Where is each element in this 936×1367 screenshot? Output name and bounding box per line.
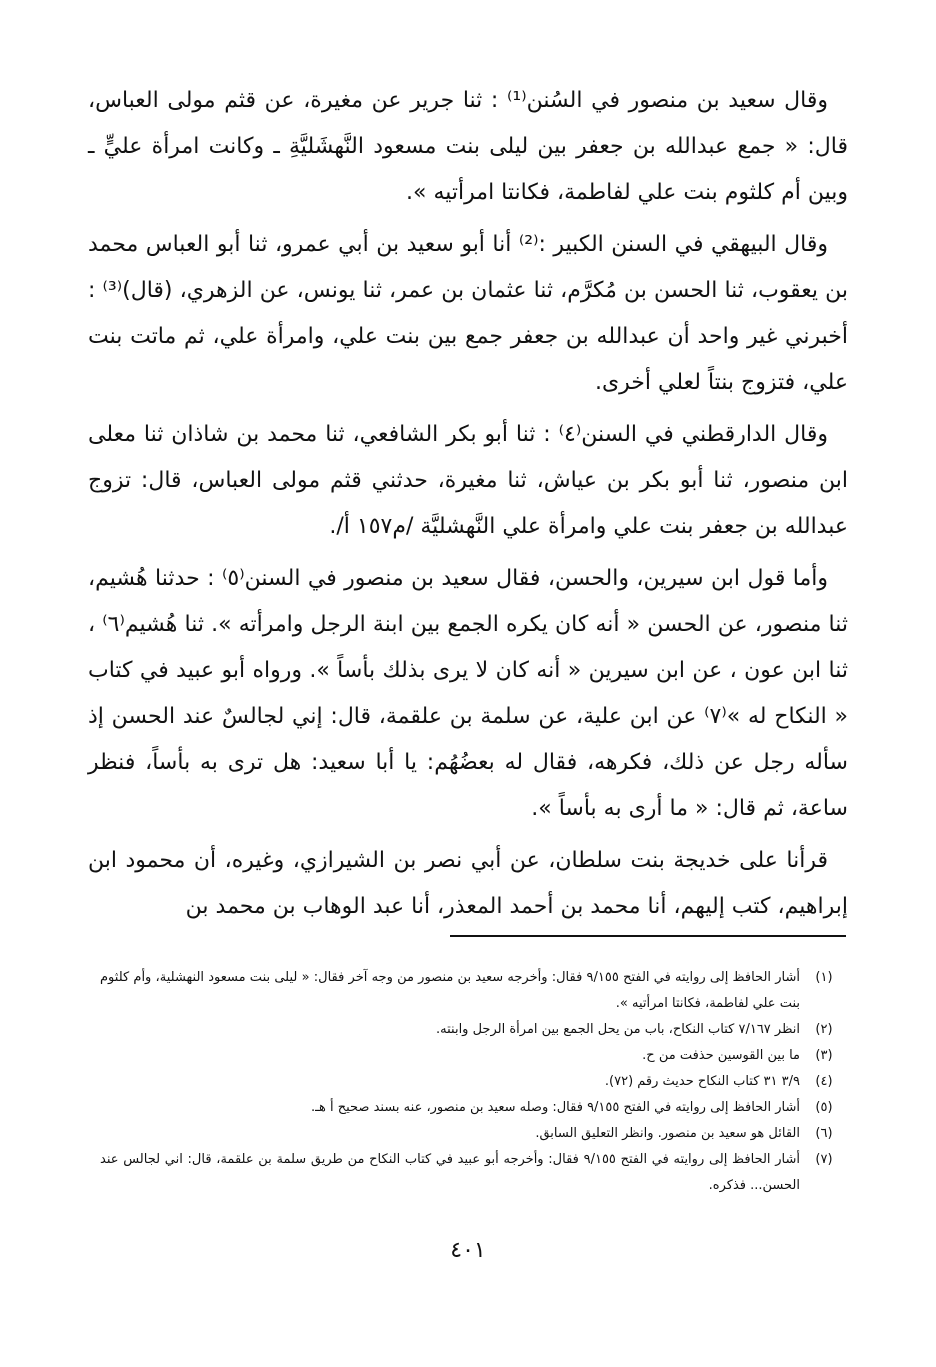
footnote-number: (٥) [815,1100,833,1115]
paragraph-2: وقال البيهقي في السنن الكبير :⁽²⁾ أنا أبو سعيد بن أبي عمرو، ثنا أبو العباس محمد بن يعقوب، ثنا الحسن بن مُكرَّم، ثنا عثمان بن عمر، ثنا يونس، عن الزهري، (قال)⁽³⁾ : أخبرني غير واحد أن عبدالله بن جعفر جمع بين بنت علي، وامرأة علي، ثم ماتت بنت علي، فتزوج بنتاً لعلي أخرى. [88,232,848,395]
main-text [88,78,848,936]
paragraph-5: قرأنا على خديجة بنت سلطان، عن أبي نصر بن الشيرازي، وغيره، أن محمود ابن إبراهيم، كتب إليهم، أنا محمد بن أحمد المعذر، أنا عبد الوهاب بن محمد بن [88,848,848,919]
footnote-text: أشار الحافظ إلى روايته في الفتح ٩/١٥٥ فقال: وصله سعيد بن منصور، عنه بسند صحيح أ هـ. [311,1100,800,1115]
footnote-2 [100,1017,848,1043]
footnote-7 [100,1147,848,1199]
paragraph-3: وقال الدارقطني في السنن⁽٤⁾ : ثنا أبو بكر الشافعي، ثنا محمد بن شاذان ثنا معلى ابن منصور، ثنا أبو بكر بن عياش، ثنا مغيرة، حدثني قثم مولى العباس، قال: تزوج عبدالله بن جعفر بنت علي وامرأة علي النَّهشليَّة /م١٥٧ أ/. [88,422,848,539]
footnote-number: (٣) [815,1048,833,1063]
footnote-6 [100,1121,848,1147]
paragraph-1: وقال سعيد بن منصور في السُنن⁽¹⁾ : ثنا جرير عن مغيرة، عن قثم مولى العباس، قال: « جمع عبدالله بن جعفر بين ليلى بنت مسعود النَّهشَليَّةِ ـ وكانت امرأة عليٍّ ـ وبين أم كلثوم بنت علي لفاطمة، فكانتا امرأتيه ». [88,88,848,205]
footnote-3 [100,1043,848,1069]
page-number: ٤٠١ [450,1238,486,1263]
footnote-text: انظر ٧/١٦٧ كتاب النكاح، باب من يحل الجمع بين امرأة الرجل وابنته. [436,1022,800,1037]
footnote-1 [100,965,848,1017]
footnote-text: أشار الحافظ إلى روايته في الفتح ٩/١٥٥ فقال: وأخرجه أبو عبيد في كتاب النكاح من طريق سلمة بن علقمة، قال: اني لجالس عند الحسن... فذكره. [100,1152,800,1193]
footnote-divider [450,935,846,937]
footnote-number: (١) [815,970,833,985]
footnote-text: أشار الحافظ إلى روايته في الفتح ٩/١٥٥ فقال: وأخرجه سعيد بن منصور من وجه آخر فقال: « ليلى بنت مسعود النهشلية، وأم كلثوم بنت علي لفاطمة، فكانتا امرأتيه ». [100,970,800,1011]
footnote-text: القائل هو سعيد بن منصور. وانظر التعليق السابق. [535,1126,800,1141]
footnote-4 [100,1069,848,1095]
footnote-number: (٤) [815,1074,833,1089]
footnote-number: (٦) [815,1126,833,1141]
footnote-text: ٣/٩ ٣١ كتاب النكاح حديث رقم (٧٢). [604,1074,800,1089]
footnotes [100,965,848,1199]
paragraph-4: وأما قول ابن سيرين، والحسن، فقال سعيد بن منصور في السنن⁽٥⁾ : حدثنا هُشيم، ثنا منصور، عن الحسن « أنه كان يكره الجمع بين ابنة الرجل وامرأته ». ثنا هُشيم⁽٦⁾ ، ثنا ابن عون ، عن ابن سيرين « أنه كان لا يرى بذلك بأساً ». ورواه أبو عبيد في كتاب « النكاح له »⁽٧⁾ عن ابن علية، عن سلمة بن علقمة، قال: إني لجالسٌ عند الحسن إذ سأله رجل عن ذلك، فكرهه، فقال له بعضُهُم: يا أبا سعيد: هل ترى به بأساً، فنظر ساعة، ثم قال: « ما أرى به بأساً ». [88,566,849,821]
footnote-number: (٢) [815,1022,833,1037]
footnote-5 [100,1095,848,1121]
footnote-number: (٧) [815,1152,833,1167]
footnote-text: ما بين القوسين حذفت من ح. [642,1048,800,1063]
